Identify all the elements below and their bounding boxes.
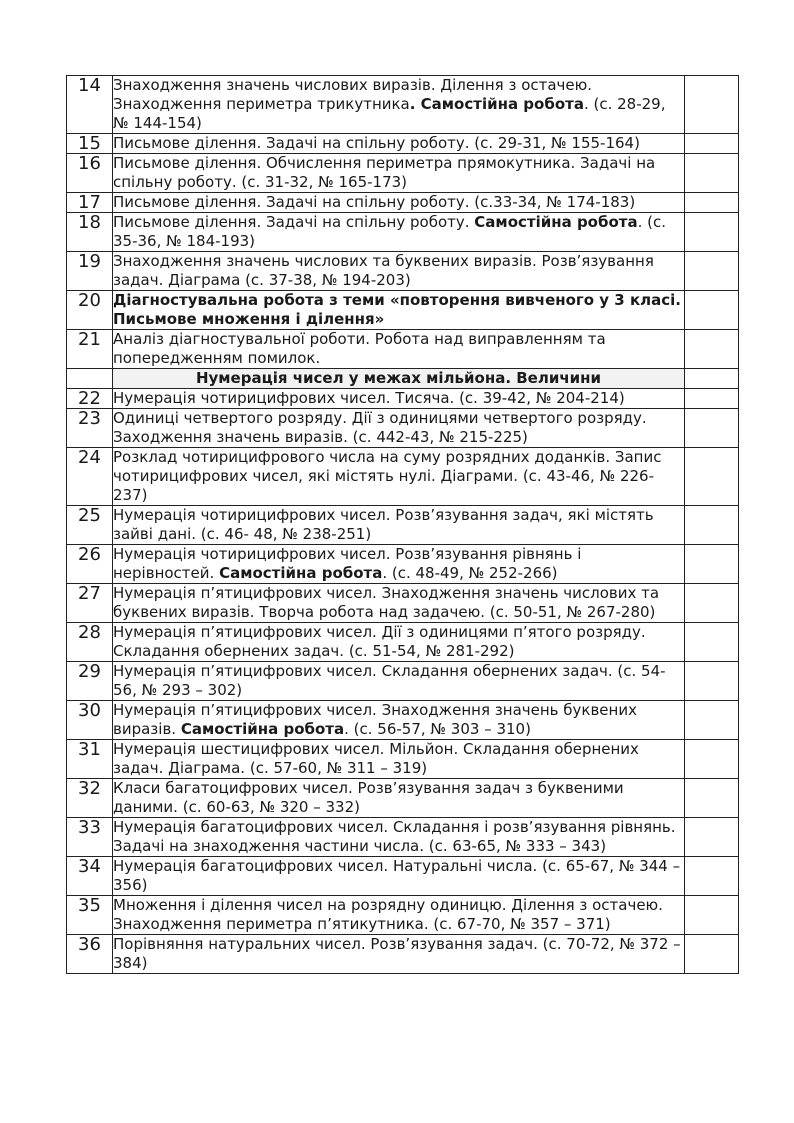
lesson-number: 32	[67, 779, 113, 818]
lesson-number: 18	[67, 213, 113, 252]
lesson-row	[67, 330, 739, 369]
lesson-topic	[113, 409, 685, 448]
lesson-topic-text: Нумерація багатоцифрових чисел. Складання і розв’язування рівнянь. Задачі на знаходження частини числа. (с. 63-65, № 333 – 343)	[113, 818, 676, 855]
lesson-topic-text: Порівняння натуральних чисел. Розв’язування задач. (с. 70-72, № 372 – 384)	[113, 935, 681, 972]
lesson-topic-text: Письмове ділення. Задачі на спільну роботу. (с. 29-31, № 155-164)	[113, 134, 640, 152]
section-title: Нумерація чисел у межах мільйона. Величини	[113, 369, 685, 389]
lesson-topic	[113, 389, 685, 409]
lesson-row	[67, 623, 739, 662]
lesson-row	[67, 389, 739, 409]
lesson-notes-cell	[685, 935, 739, 974]
lesson-notes-cell	[685, 584, 739, 623]
lesson-topic-text: Нумерація чотирицифрових чисел. Тисяча. (с. 39-42, № 204-214)	[113, 389, 625, 407]
lesson-number: 29	[67, 662, 113, 701]
lesson-number: 30	[67, 701, 113, 740]
lesson-notes-cell	[685, 134, 739, 154]
lesson-topic	[113, 584, 685, 623]
lesson-topic-text: Класи багатоцифрових чисел. Розв’язування задач з буквеними даними. (с. 60-63, № 320 – 332)	[113, 779, 624, 816]
lesson-row	[67, 818, 739, 857]
lesson-number: 28	[67, 623, 113, 662]
lesson-number: 22	[67, 389, 113, 409]
lesson-row	[67, 935, 739, 974]
lesson-number: 16	[67, 154, 113, 193]
lesson-notes-cell	[685, 76, 739, 134]
lesson-topic	[113, 330, 685, 369]
lesson-topic-text: . (с. 35-36, № 184-193)	[113, 213, 666, 250]
lesson-number: 17	[67, 193, 113, 213]
lesson-topic	[113, 154, 685, 193]
lesson-row	[67, 506, 739, 545]
lesson-notes-cell	[685, 330, 739, 369]
lesson-row	[67, 252, 739, 291]
lesson-row	[67, 448, 739, 506]
lesson-number: 31	[67, 740, 113, 779]
lesson-topic	[113, 134, 685, 154]
lesson-notes-cell	[685, 252, 739, 291]
lesson-topic-emphasis: Самостійна робота	[219, 564, 383, 582]
lesson-topic-text: Розклад чотирицифрового числа на суму розрядних доданків. Запис чотирицифрових чисел, які містять нулі. Діаграми. (с. 43-46, № 226-237)	[113, 448, 662, 504]
lesson-topic-text: Одиниці четвертого розряду. Дії з одиницями четвертого розряду. Заходження значень виразів. (с. 442-43, № 215-225)	[113, 409, 647, 446]
lesson-notes-cell	[685, 154, 739, 193]
lesson-topic-emphasis: . Самостійна робота	[409, 95, 584, 113]
lesson-topic-text: Нумерація чотирицифрових чисел. Розв’язування рівнянь і нерівностей.	[113, 545, 582, 582]
lesson-number: 15	[67, 134, 113, 154]
lesson-topic	[113, 896, 685, 935]
lesson-notes-cell	[685, 389, 739, 409]
lesson-notes-cell	[685, 701, 739, 740]
lesson-row	[67, 701, 739, 740]
lesson-notes-cell	[685, 291, 739, 330]
lesson-topic	[113, 662, 685, 701]
lesson-topic-text: Нумерація п’ятицифрових чисел. Складання обернених задач. (с. 54-56, № 293 – 302)	[113, 662, 666, 699]
lesson-row	[67, 291, 739, 330]
lesson-number: 25	[67, 506, 113, 545]
lesson-topic-text: . (с. 28-29, № 144-154)	[113, 95, 666, 132]
lesson-row	[67, 662, 739, 701]
lesson-topic	[113, 701, 685, 740]
lesson-topic	[113, 76, 685, 134]
lesson-topic	[113, 506, 685, 545]
lesson-topic	[113, 252, 685, 291]
lesson-notes-cell	[685, 818, 739, 857]
lesson-topic	[113, 448, 685, 506]
lesson-notes-cell	[685, 779, 739, 818]
lesson-topic	[113, 545, 685, 584]
lesson-topic-text: Нумерація п’ятицифрових чисел. Знаходження значень буквених виразів.	[113, 701, 637, 738]
lesson-notes-cell	[685, 896, 739, 935]
lesson-number: 20	[67, 291, 113, 330]
lesson-topic	[113, 213, 685, 252]
lesson-row	[67, 740, 739, 779]
lesson-notes-cell	[685, 213, 739, 252]
lesson-number: 21	[67, 330, 113, 369]
lesson-row	[67, 193, 739, 213]
lesson-number: 14	[67, 76, 113, 134]
lesson-topic	[113, 818, 685, 857]
lesson-row	[67, 584, 739, 623]
lesson-topic	[113, 935, 685, 974]
lesson-topic-text: Письмове ділення. Задачі на спільну роботу. (с.33-34, № 174-183)	[113, 193, 636, 211]
lesson-row	[67, 896, 739, 935]
section-header-row	[67, 369, 739, 389]
lesson-topic-text: Нумерація п’ятицифрових чисел. Знаходження значень числових та буквених виразів. Творча робота над задачею. (с. 50-51, № 267-280)	[113, 584, 660, 621]
lesson-row	[67, 779, 739, 818]
lesson-number: 26	[67, 545, 113, 584]
lesson-number: 34	[67, 857, 113, 896]
lesson-plan-table	[66, 75, 739, 974]
lesson-topic-text: Письмове ділення. Обчислення периметра прямокутника. Задачі на спільну роботу. (с. 31-32, № 165-173)	[113, 154, 656, 191]
lesson-topic	[113, 779, 685, 818]
lesson-topic-text: Знаходження значень числових та буквених виразів. Розв’язування задач. Діаграма (с. 37-38, № 194-203)	[113, 252, 654, 289]
lesson-topic-text: Знаходження значень числових виразів. Ділення з остачею. Знаходження периметра трикутника	[113, 76, 593, 113]
lesson-topic-text: . (с. 48-49, № 252-266)	[382, 564, 558, 582]
lesson-notes-cell	[685, 448, 739, 506]
lesson-topic	[113, 740, 685, 779]
lesson-topic-text: Аналіз діагностувальної роботи. Робота над виправленням та попередженням помилок.	[113, 330, 606, 367]
lesson-notes-cell	[685, 193, 739, 213]
lesson-row	[67, 76, 739, 134]
lesson-number: 36	[67, 935, 113, 974]
lesson-topic	[113, 623, 685, 662]
lesson-notes-cell	[685, 662, 739, 701]
lesson-row	[67, 134, 739, 154]
lesson-topic-text: . (с. 56-57, № 303 – 310)	[344, 720, 531, 738]
lesson-topic	[113, 291, 685, 330]
lesson-notes-cell	[685, 409, 739, 448]
lesson-topic-text: Нумерація п’ятицифрових чисел. Дії з одиницями п’ятого розряду. Складання обернених задач. (с. 51-54, № 281-292)	[113, 623, 646, 660]
lesson-topic-text: Письмове ділення. Задачі на спільну роботу.	[113, 213, 475, 231]
lesson-row	[67, 857, 739, 896]
lesson-topic-emphasis: Самостійна робота	[474, 213, 638, 231]
lesson-topic-text: Множення і ділення чисел на розрядну одиницю. Ділення з остачею. Знаходження периметра п’ятикутника. (с. 67-70, № 357 – 371)	[113, 896, 663, 933]
lesson-topic-emphasis: Самостійна робота	[180, 720, 345, 738]
lesson-row	[67, 213, 739, 252]
lesson-topic-emphasis: Діагностувальна робота з теми «повторення вивченого у 3 класі. Письмове множення і ділення»	[113, 291, 681, 328]
section-extra-cell	[685, 369, 739, 389]
lesson-topic-text: Нумерація багатоцифрових чисел. Натуральні числа. (с. 65-67, № 344 – 356)	[113, 857, 681, 894]
section-num-cell	[67, 369, 113, 389]
lesson-notes-cell	[685, 545, 739, 584]
lesson-notes-cell	[685, 623, 739, 662]
lesson-topic-text: Нумерація чотирицифрових чисел. Розв’язування задач, які містять зайві дані. (с. 46- 48, № 238-251)	[113, 506, 654, 543]
lesson-number: 33	[67, 818, 113, 857]
lesson-notes-cell	[685, 857, 739, 896]
lesson-number: 23	[67, 409, 113, 448]
lesson-row	[67, 154, 739, 193]
lesson-row	[67, 409, 739, 448]
lesson-number: 35	[67, 896, 113, 935]
lesson-notes-cell	[685, 506, 739, 545]
lesson-topic	[113, 857, 685, 896]
lesson-topic	[113, 193, 685, 213]
lesson-notes-cell	[685, 740, 739, 779]
lesson-number: 24	[67, 448, 113, 506]
lesson-number: 27	[67, 584, 113, 623]
lesson-plan-body	[67, 76, 739, 974]
lesson-topic-text: Нумерація шестицифрових чисел. Мільйон. Складання обернених задач. Діаграма. (с. 57-60, № 311 – 319)	[113, 740, 639, 777]
lesson-number: 19	[67, 252, 113, 291]
lesson-row	[67, 545, 739, 584]
